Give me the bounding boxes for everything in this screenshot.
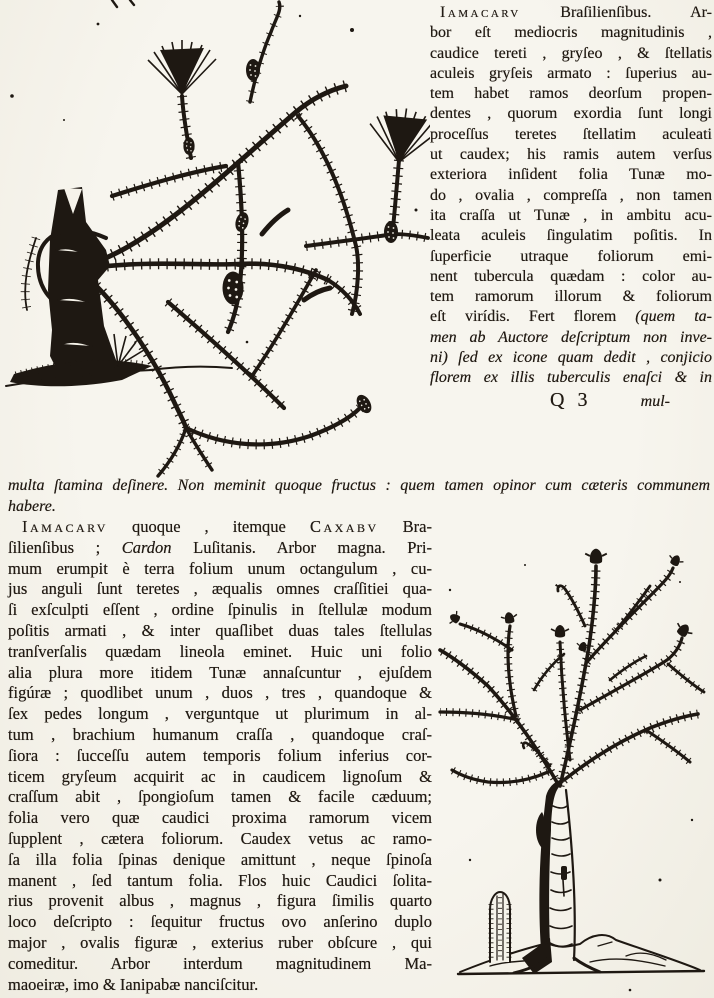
signature-line <box>430 390 712 412</box>
text-line: ſa illa folia ſpinas denique amittunt , neque ſpinoſa <box>8 849 432 869</box>
text-line: nent tubercula quædam : color au- <box>430 267 712 285</box>
text-line: habere. <box>8 497 56 515</box>
flower-tuft <box>365 104 430 167</box>
small-cactus <box>490 892 510 962</box>
text-line: major , ovalis figuræ , exterius ruber obſcure , qui <box>8 932 432 952</box>
text-line: tum , brachium humanum craſſa , quandoque craſ- <box>8 724 432 744</box>
text-line: folia vero quæ caudici proxima ramorum vicem <box>8 808 432 828</box>
text-line: ticem gryſeum acquirit ac in caudicem lignoſum & <box>8 766 432 786</box>
text-line: do , ovalia , compreſſa , non tamen <box>430 186 712 204</box>
text-line: manent , ſed tantum folia. Flos huic Caudici ſolita- <box>8 870 432 890</box>
text-line: ſupplent , cætera foliorum. Caudex vetus ac ramo- <box>8 828 432 848</box>
text-line: loco deſcripto : ſequitur fructus ovo anſerino duplo <box>8 912 432 932</box>
text-line: alia plura more itidem Tunæ annaſcuntur , ejuſdem <box>8 662 432 682</box>
text-line: tem habet ramos deorſum propen- <box>430 85 712 103</box>
text-line: comeditur. Arbor interdum magnitudinem Ma- <box>8 953 432 973</box>
text-line: multa ſtamina deſinere. Non meminit quoque fructus : quem tamen opinor cum cæteris communem <box>8 477 710 494</box>
text-line: leata aculeis ſingulatim poſitis. In <box>430 227 712 245</box>
species-name: Iamacarv <box>440 4 521 21</box>
catchword: mul- <box>640 392 670 410</box>
text-line: figúræ ; quodlibet unum , duos , tres , quandoque & <box>8 683 432 703</box>
text-line: jus anguli ſunt teretes , æqualis omnes craſſitiei qua- <box>8 579 432 599</box>
text-line: rius provenit albus , magnus , figura ſimilis quarto <box>8 891 432 911</box>
text-line: tranſverſalis quædam lineola eminet. Huic uni folio <box>8 641 432 661</box>
text-line: ni) ſed ex icone quam dedit , conjicio <box>430 349 712 367</box>
thorny-crown <box>440 566 704 786</box>
bark-lines <box>549 806 572 947</box>
text-line: exteriora inſident folia Tunæ mo- <box>430 166 712 184</box>
tree-trunk <box>514 780 600 974</box>
flower-buds <box>447 549 695 653</box>
text-line: ſiora : ſucceſſu autem temporis folium inferius cor- <box>8 745 432 765</box>
text-line: dentes , quorum exordia ſunt longi <box>430 105 712 123</box>
flower-tuft <box>148 40 216 94</box>
text-line: proceſſus teretes ſtellatim aculeati <box>430 125 712 143</box>
tree-trunk <box>38 187 124 376</box>
text-line: mum erumpit è terra folium unum octangulum , cu- <box>8 558 432 578</box>
woodcut-jamacaru-sprawling <box>0 0 430 478</box>
column-top-right <box>430 3 712 412</box>
text-line: eſt virídis. Fert florem (quem ta- <box>430 308 712 326</box>
text-line: caudice tereti , gryſeo , & ſtellatis <box>430 44 712 62</box>
text-line: Iamacarv Braſilienſibus. Ar- <box>440 4 712 21</box>
text-line: craſſum abit , ſpongioſum tamen & facile cæduum; <box>8 787 432 807</box>
text-line: ſuperficie utraque foliorum emi- <box>430 247 712 265</box>
note-paragraph <box>8 476 710 517</box>
text-line: ſi exſculpti eſſent , ordine ſpinulis in ſtellulæ modum <box>8 600 432 620</box>
text-line: Iamacarv quoque , itemque Caxabv Bra- <box>22 517 432 536</box>
text-line: bor eſt mediocris magnitudinis , <box>430 24 712 42</box>
text-line: ſilienſibus ; Cardon Luſitanis. Arbor magna. Pri- <box>8 537 432 557</box>
text-line: aculeis gryſeis armato : ſuperius au- <box>430 64 712 82</box>
text-line: ita craſſa ut Tunæ , in ambitu acu- <box>430 206 712 224</box>
column-bottom-left <box>8 517 432 995</box>
woodcut-jamacaru-tree <box>430 530 714 998</box>
text-line: ſex pedes longum , verguntque ut plurimum in al- <box>8 704 432 724</box>
quire-signature: Q 3 <box>550 388 592 411</box>
species-name: Iamacarv <box>22 517 108 536</box>
text-line: men ab Auctore deſcriptum non inve- <box>430 328 712 346</box>
text-line: tem ramorum illorum & foliorum <box>430 288 712 306</box>
text-line: maoeiræ, imo & Ianipabæ nanciſcitur. <box>8 974 259 994</box>
species-name: Caxabv <box>309 517 379 536</box>
text-line: ut caudex; his ramis autem verſus <box>430 146 712 164</box>
text-line: florem ex illis tuberculis enaſci & in <box>430 369 712 387</box>
text-line: poſitis armati , & inter quaſlibet duas tales ſtellulas <box>8 620 432 640</box>
